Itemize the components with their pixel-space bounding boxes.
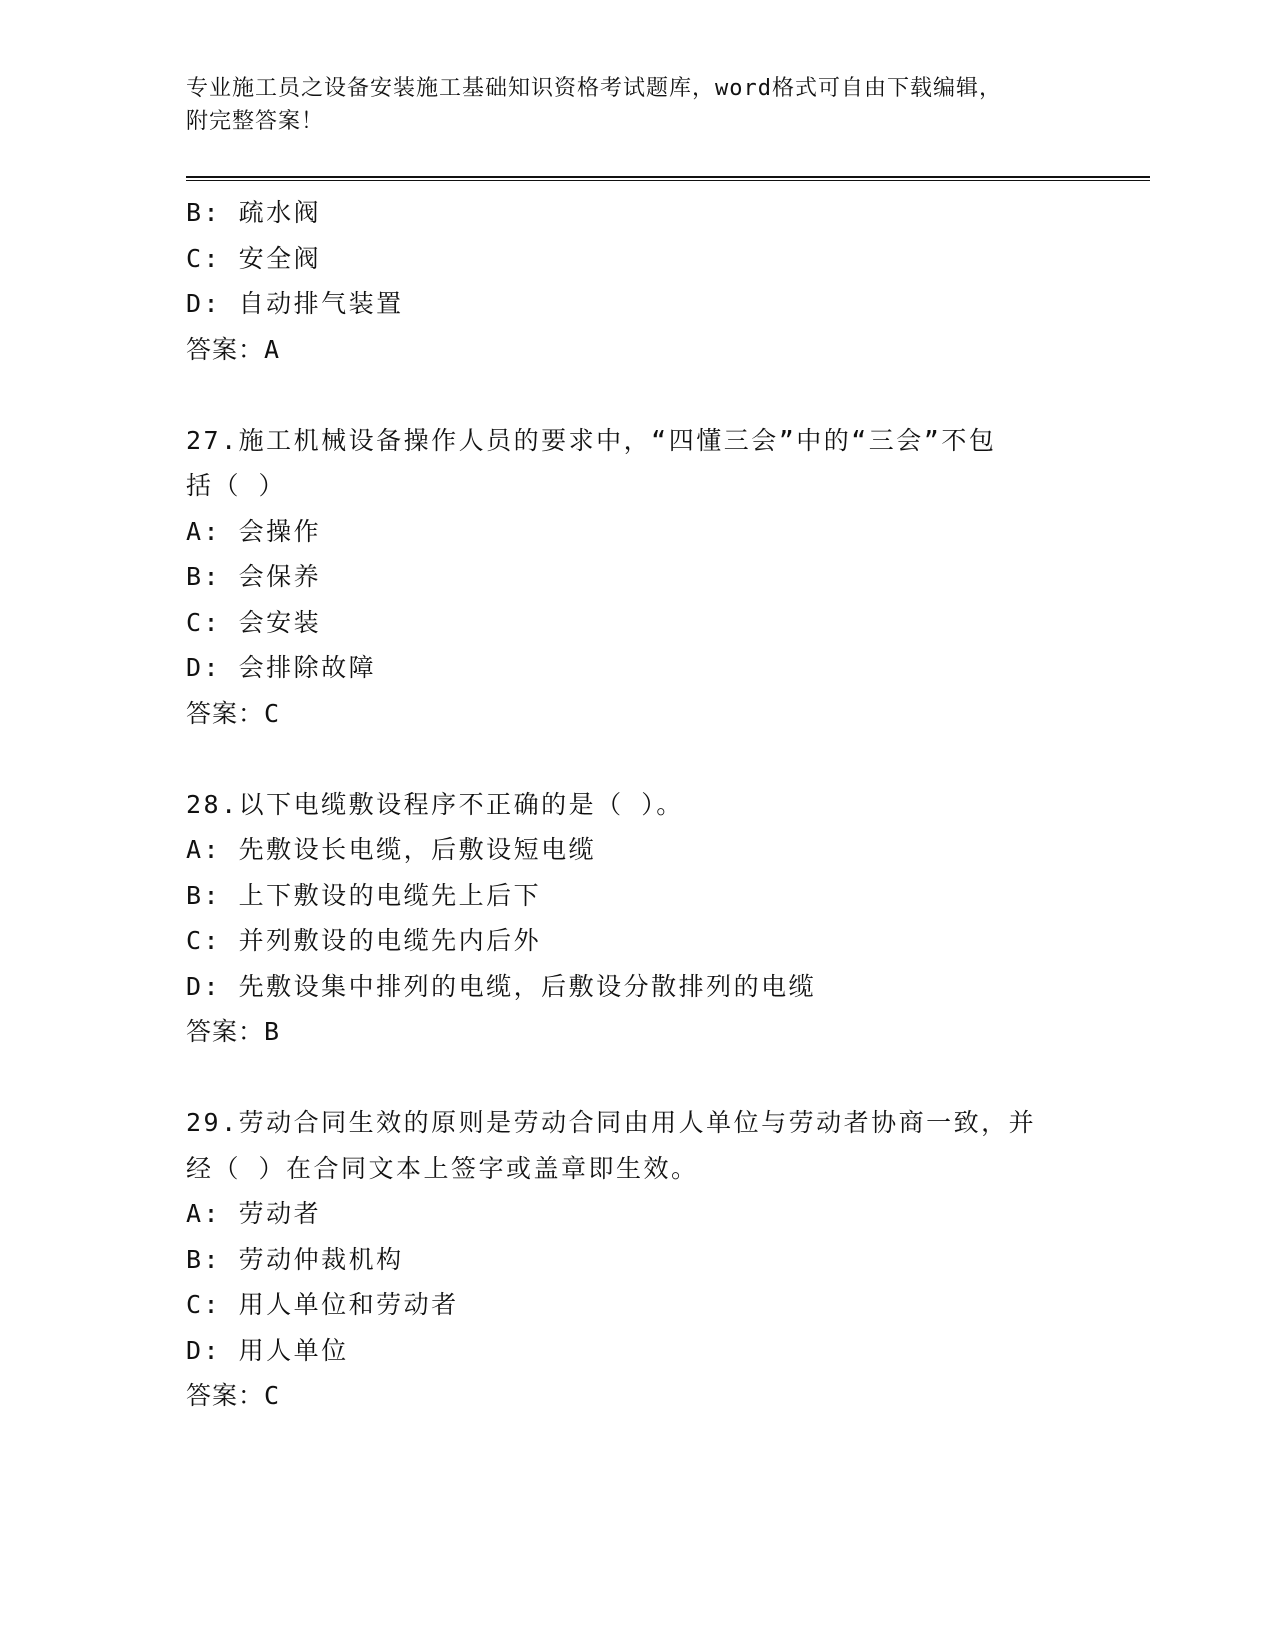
option-b: B: 会保养 [186, 562, 322, 591]
header-line-2: 附完整答案！ [186, 109, 325, 134]
option-a: A: 会操作 [186, 516, 322, 546]
question-list [186, 190, 1086, 1419]
answer-line: 答案：A [186, 334, 281, 364]
question-stem-cont: 经（ ）在合同文本上签字或盖章即生效。 [186, 1153, 699, 1183]
question-stem: 29.劳动合同生效的原则是劳动合同由用人单位与劳动者协商一致，并 [186, 1108, 1037, 1137]
option-d: D: 会排除故障 [186, 653, 377, 682]
spacer [186, 372, 1086, 418]
question-stem: 27.施工机械设备操作人员的要求中，“四懂三会”中的“三会”不包 [186, 425, 997, 455]
question-27 [186, 418, 1086, 737]
option-a: A: 劳动者 [186, 1199, 322, 1228]
option-d: D: 自动排气装置 [186, 289, 404, 318]
question-stem-cont: 括（ ） [186, 471, 287, 500]
header-line-1: 专业施工员之设备安装施工基础知识资格考试题库，word格式可自由下载编辑， [186, 76, 1002, 101]
spacer [186, 1055, 1086, 1101]
option-c: C: 用人单位和劳动者 [186, 1290, 459, 1319]
question-stem: 28.以下电缆敷设程序不正确的是（ ）。 [186, 789, 684, 819]
option-a: A: 先敷设长电缆，后敷设短电缆 [186, 835, 597, 864]
option-b: B: 上下敷设的电缆先上后下 [186, 880, 542, 910]
option-d: D: 用人单位 [186, 1335, 349, 1365]
option-c: C: 会安装 [186, 607, 322, 637]
question-28 [186, 782, 1086, 1055]
answer-line: 答案：B [186, 1017, 281, 1046]
option-c: C: 并列敷设的电缆先内后外 [186, 926, 542, 955]
spacer [186, 736, 1086, 782]
document-header [186, 72, 1066, 138]
option-d: D: 先敷设集中排列的电缆，后敷设分散排列的电缆 [186, 971, 817, 1001]
answer-line: 答案：C [186, 698, 281, 728]
option-c: C: 安全阀 [186, 243, 322, 273]
option-b: B: 疏水阀 [186, 198, 322, 227]
prev-question-block [186, 190, 1086, 372]
answer-line: 答案：C [186, 1381, 281, 1410]
header-divider [186, 176, 1150, 181]
question-29 [186, 1100, 1086, 1419]
option-b: B: 劳动仲裁机构 [186, 1244, 404, 1274]
